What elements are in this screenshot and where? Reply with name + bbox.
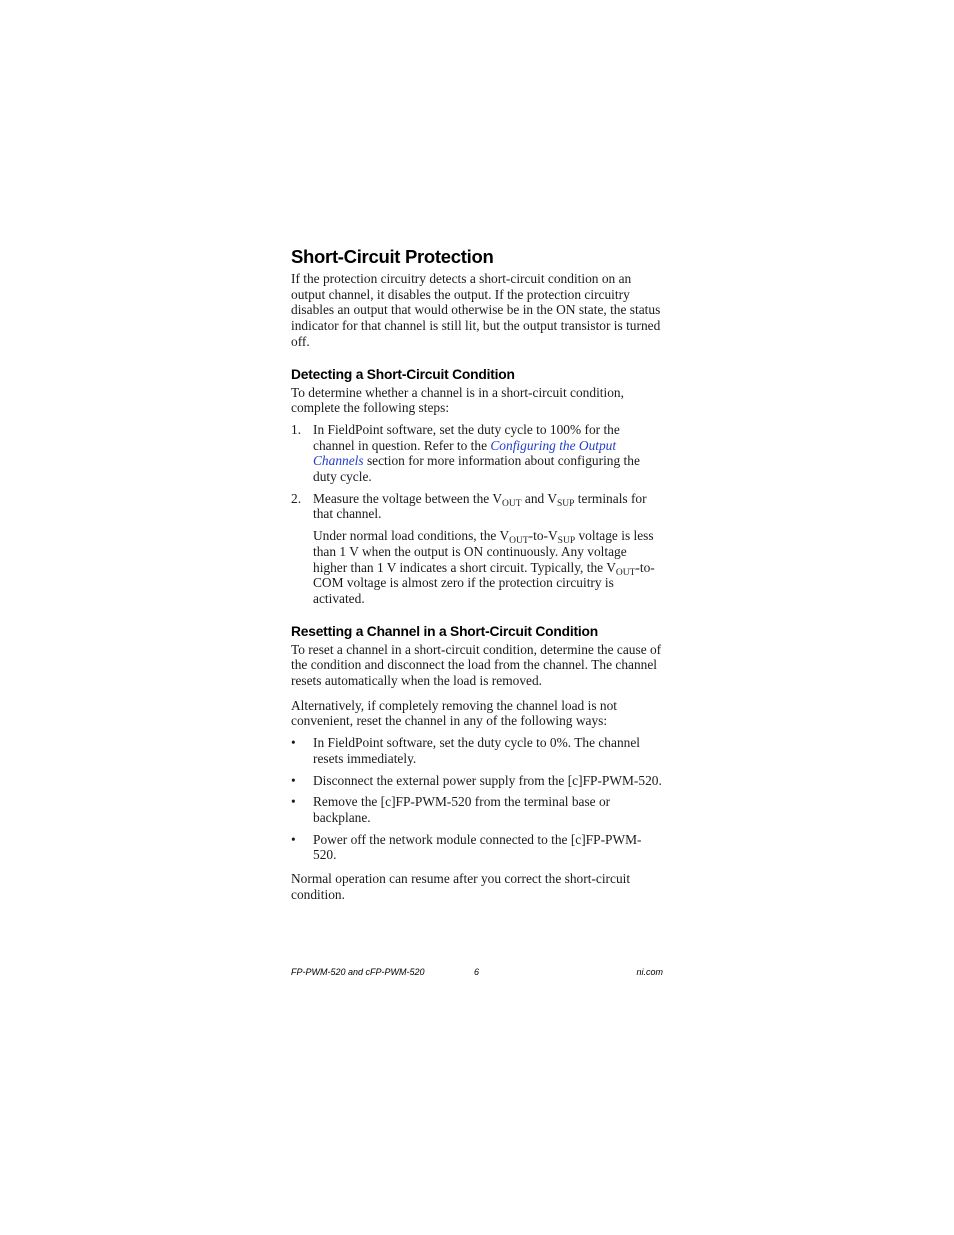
note-text-4: -to-COM voltage is almost zero if the protection circuitry is activated. (313, 559, 655, 606)
step-1 (291, 422, 663, 485)
step-2-note (291, 528, 663, 607)
step-2-number: 2. (291, 490, 302, 506)
page-content (291, 246, 663, 903)
step-2-subscript-out: OUT (502, 498, 522, 509)
footer-website: ni.com (636, 967, 663, 977)
section-title: Short-Circuit Protection (291, 246, 494, 267)
bullet-icon: • (291, 794, 296, 810)
step-1-text-before: In FieldPoint software, set the duty cycle to 100% for the channel in question. Refer to the (313, 421, 620, 453)
bullet-item-4-text: Power off the network module connected to the [c]FP-PWM-520. (313, 831, 642, 863)
resetting-paragraph-2: Alternatively, if completely removing the channel load is not convenient, reset the channel in any of the following ways: (291, 697, 617, 729)
bullet-item-2-text: Disconnect the external power supply from the [c]FP-PWM-520. (313, 772, 662, 788)
bullet-item-2 (291, 773, 663, 789)
bullet-item-1-text: In FieldPoint software, set the duty cycle to 0%. The channel resets immediately. (313, 735, 640, 766)
detecting-intro-paragraph: To determine whether a channel is in a short-circuit condition, complete the following steps: (291, 384, 624, 416)
bullet-icon: • (291, 735, 296, 751)
resetting-paragraph-1: To reset a channel in a short-circuit condition, determine the cause of the condition and disconnect the load from the channel. The channel resets automatically when the load is removed. (291, 641, 662, 689)
step-2-text-1: Measure the voltage between the V (313, 490, 503, 506)
bullet-item-3-text: Remove the [c]FP-PWM-520 from the terminal base or backplane. (313, 794, 611, 825)
configuring-output-channels-link[interactable]: Configuring the Output Channels (313, 437, 617, 469)
detecting-heading: Detecting a Short-Circuit Condition (291, 366, 515, 382)
footer-product-name: FP-PWM-520 and cFP-PWM-520 (291, 967, 425, 977)
note-subscript-out-2: OUT (615, 567, 636, 578)
step-2-text-3: terminals for that channel. (313, 490, 647, 522)
step-2 (291, 491, 663, 522)
note-text-3: voltage is less than 1 V when the output is ON continuously. Any voltage higher than 1 V indicates a short circuit. Typically, the V (313, 528, 654, 575)
closing-paragraph: Normal operation can resume after you correct the short-circuit condition. (291, 871, 631, 902)
step-1-number: 1. (291, 421, 302, 437)
resetting-heading: Resetting a Channel in a Short-Circuit Condition (291, 623, 598, 639)
bullet-icon: • (291, 772, 296, 788)
note-subscript-sup: SUP (557, 536, 576, 547)
page-footer (291, 966, 663, 978)
bullet-item-4 (291, 832, 663, 863)
step-2-text-2: and V (521, 490, 558, 506)
step-2-subscript-sup: SUP (557, 498, 575, 509)
section-intro-paragraph: If the protection circuitry detects a short-circuit condition on an output channel, it disables the output. If the protection circuitry disables an output that would otherwise be in the ON state, the status indicator for that channel is still lit, but the output transistor is turned off. (291, 271, 661, 349)
note-subscript-out: OUT (509, 536, 529, 547)
bullet-item-3 (291, 794, 663, 825)
bullet-icon: • (291, 831, 296, 847)
step-1-text-after: section for more information about configuring the duty cycle. (313, 453, 640, 485)
footer-page-number: 6 (474, 967, 480, 977)
bullet-item-1 (291, 735, 663, 766)
note-text-1: Under normal load conditions, the V (313, 528, 510, 544)
note-text-2: -to-V (528, 528, 558, 544)
